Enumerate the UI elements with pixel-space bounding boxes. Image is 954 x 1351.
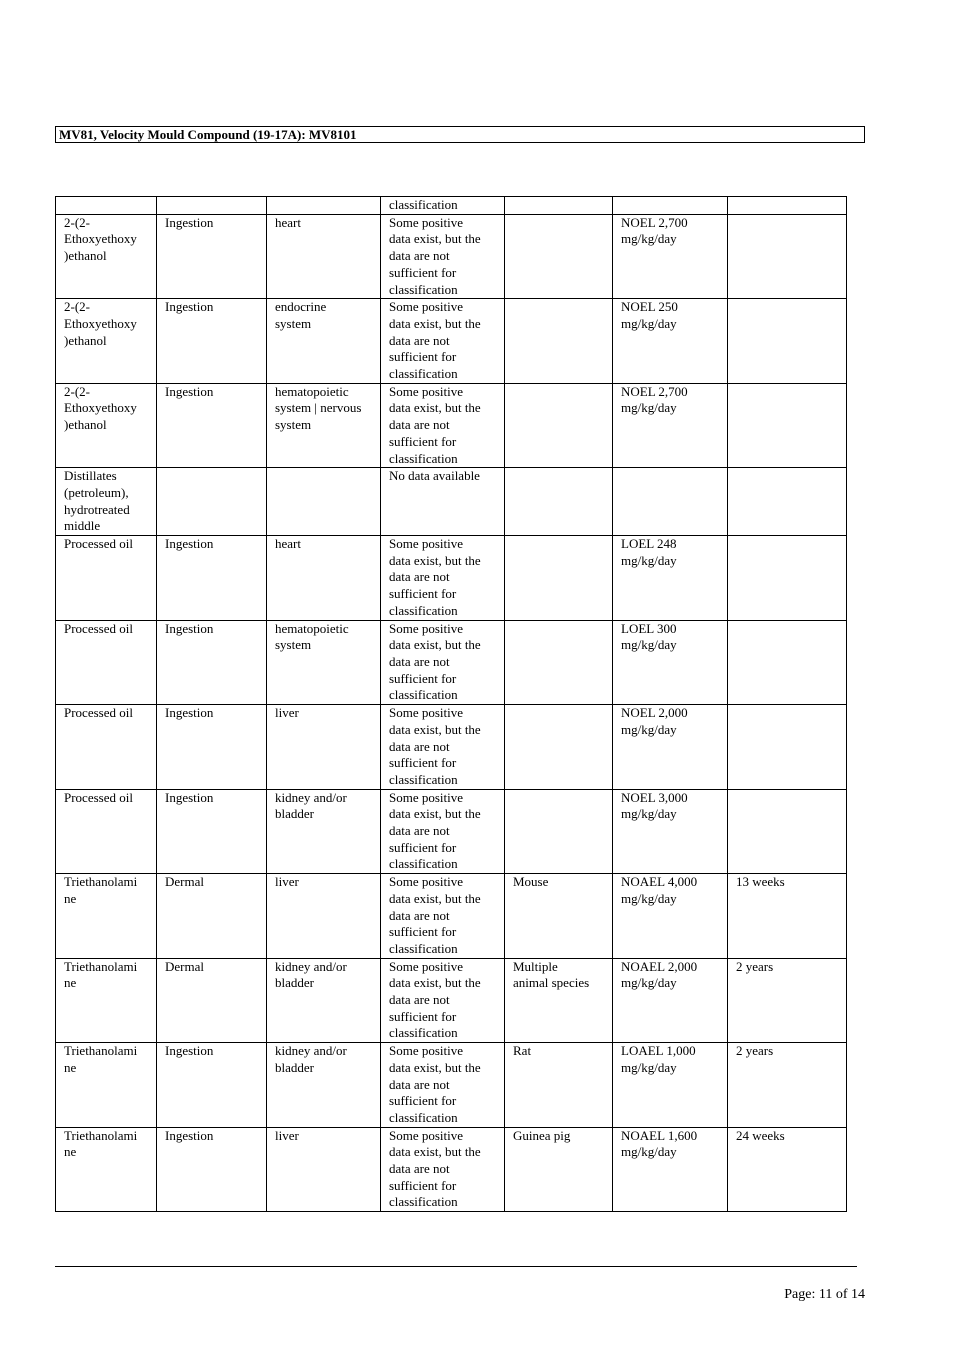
table-cell (728, 214, 847, 299)
table-cell (728, 383, 847, 468)
table-cell: Distillates (petroleum), hydrotreated middle (56, 468, 157, 536)
table-cell (157, 197, 267, 215)
table-cell: Some positive data exist, but the data are not sufficient for classification (381, 1043, 505, 1128)
table-cell (505, 214, 613, 299)
toxicity-table (55, 196, 847, 1212)
table-cell: Some positive data exist, but the data are not sufficient for classification (381, 214, 505, 299)
table-cell: 2-(2- Ethoxyethoxy )ethanol (56, 299, 157, 384)
table-row (56, 299, 847, 384)
table-cell: Ingestion (157, 1043, 267, 1128)
table-cell: heart (267, 214, 381, 299)
table-cell (728, 536, 847, 621)
table-row (56, 958, 847, 1043)
table-row (56, 468, 847, 536)
table-cell: NOEL 2,000 mg/kg/day (613, 705, 728, 790)
table-cell: Some positive data exist, but the data are not sufficient for classification (381, 383, 505, 468)
table-row (56, 214, 847, 299)
table-cell: Rat (505, 1043, 613, 1128)
table-cell (728, 620, 847, 705)
table-row (56, 536, 847, 621)
page-number: Page: 11 of 14 (784, 1287, 865, 1302)
table-cell: 24 weeks (728, 1127, 847, 1212)
table-cell: LOEL 300 mg/kg/day (613, 620, 728, 705)
table-cell: Ingestion (157, 299, 267, 384)
table-cell (505, 197, 613, 215)
table-cell: Some positive data exist, but the data are not sufficient for classification (381, 536, 505, 621)
table-row (56, 1127, 847, 1212)
table-row (56, 620, 847, 705)
table-cell: Some positive data exist, but the data are not sufficient for classification (381, 874, 505, 959)
table-cell: Ingestion (157, 620, 267, 705)
table-cell: liver (267, 705, 381, 790)
table-row (56, 705, 847, 790)
table-cell (267, 468, 381, 536)
table-row (56, 1043, 847, 1128)
table-cell (728, 705, 847, 790)
table-cell (505, 468, 613, 536)
table-cell: Triethanolami ne (56, 958, 157, 1043)
table-cell: NOAEL 4,000 mg/kg/day (613, 874, 728, 959)
table-cell: 2-(2- Ethoxyethoxy )ethanol (56, 214, 157, 299)
table-cell (505, 299, 613, 384)
table-cell: kidney and/or bladder (267, 789, 381, 874)
table-cell (505, 536, 613, 621)
table-cell: Dermal (157, 874, 267, 959)
table-cell (728, 197, 847, 215)
table-cell: No data available (381, 468, 505, 536)
table-cell: Some positive data exist, but the data are not sufficient for classification (381, 1127, 505, 1212)
table-row (56, 383, 847, 468)
table-cell: Guinea pig (505, 1127, 613, 1212)
table-cell: classification (381, 197, 505, 215)
table-cell (613, 197, 728, 215)
table-cell: Processed oil (56, 536, 157, 621)
table-row (56, 874, 847, 959)
table-cell (728, 468, 847, 536)
table-cell: kidney and/or bladder (267, 1043, 381, 1128)
table-cell: LOAEL 1,000 mg/kg/day (613, 1043, 728, 1128)
table-cell: NOAEL 2,000 mg/kg/day (613, 958, 728, 1043)
table-row (56, 789, 847, 874)
table-cell (728, 789, 847, 874)
table-cell: Ingestion (157, 536, 267, 621)
table-cell: Some positive data exist, but the data are not sufficient for classification (381, 299, 505, 384)
table-cell: liver (267, 1127, 381, 1212)
table-cell (505, 383, 613, 468)
table-cell: NOEL 2,700 mg/kg/day (613, 214, 728, 299)
table-cell: Mouse (505, 874, 613, 959)
table-cell (613, 468, 728, 536)
table-cell: LOEL 248 mg/kg/day (613, 536, 728, 621)
table-cell: 2 years (728, 958, 847, 1043)
table-cell (505, 789, 613, 874)
table-cell: Ingestion (157, 705, 267, 790)
table-cell: Ingestion (157, 789, 267, 874)
table-cell (56, 197, 157, 215)
table-cell: Some positive data exist, but the data are not sufficient for classification (381, 620, 505, 705)
table-cell: NOEL 3,000 mg/kg/day (613, 789, 728, 874)
table-cell (728, 299, 847, 384)
table-cell: hematopoietic system (267, 620, 381, 705)
table-cell (157, 468, 267, 536)
table-cell: liver (267, 874, 381, 959)
table-cell: Some positive data exist, but the data are not sufficient for classification (381, 958, 505, 1043)
table-cell: Ingestion (157, 214, 267, 299)
table-cell: Ingestion (157, 383, 267, 468)
table-cell (505, 620, 613, 705)
table-cell: Processed oil (56, 620, 157, 705)
document-header (55, 126, 865, 143)
table-cell: endocrine system (267, 299, 381, 384)
table-cell: Processed oil (56, 789, 157, 874)
table-cell: NOEL 250 mg/kg/day (613, 299, 728, 384)
table-cell (505, 705, 613, 790)
table-cell: Triethanolami ne (56, 1043, 157, 1128)
table-cell: Some positive data exist, but the data are not sufficient for classification (381, 789, 505, 874)
table-cell: Some positive data exist, but the data are not sufficient for classification (381, 705, 505, 790)
table-cell: NOEL 2,700 mg/kg/day (613, 383, 728, 468)
toxicity-table-body (56, 197, 847, 1212)
table-cell: 2 years (728, 1043, 847, 1128)
table-cell: Multiple animal species (505, 958, 613, 1043)
table-cell: 13 weeks (728, 874, 847, 959)
table-cell: Processed oil (56, 705, 157, 790)
table-cell: kidney and/or bladder (267, 958, 381, 1043)
table-cell: 2-(2- Ethoxyethoxy )ethanol (56, 383, 157, 468)
table-cell: hematopoietic system | nervous system (267, 383, 381, 468)
table-row-continuation (56, 197, 847, 215)
table-cell: Ingestion (157, 1127, 267, 1212)
table-cell: Triethanolami ne (56, 1127, 157, 1212)
table-cell: Triethanolami ne (56, 874, 157, 959)
document-title: MV81, Velocity Mould Compound (19-17A): MV8101 (59, 127, 357, 142)
table-cell (267, 197, 381, 215)
table-cell: heart (267, 536, 381, 621)
footer-divider (55, 1266, 857, 1267)
table-cell: Dermal (157, 958, 267, 1043)
table-cell: NOAEL 1,600 mg/kg/day (613, 1127, 728, 1212)
